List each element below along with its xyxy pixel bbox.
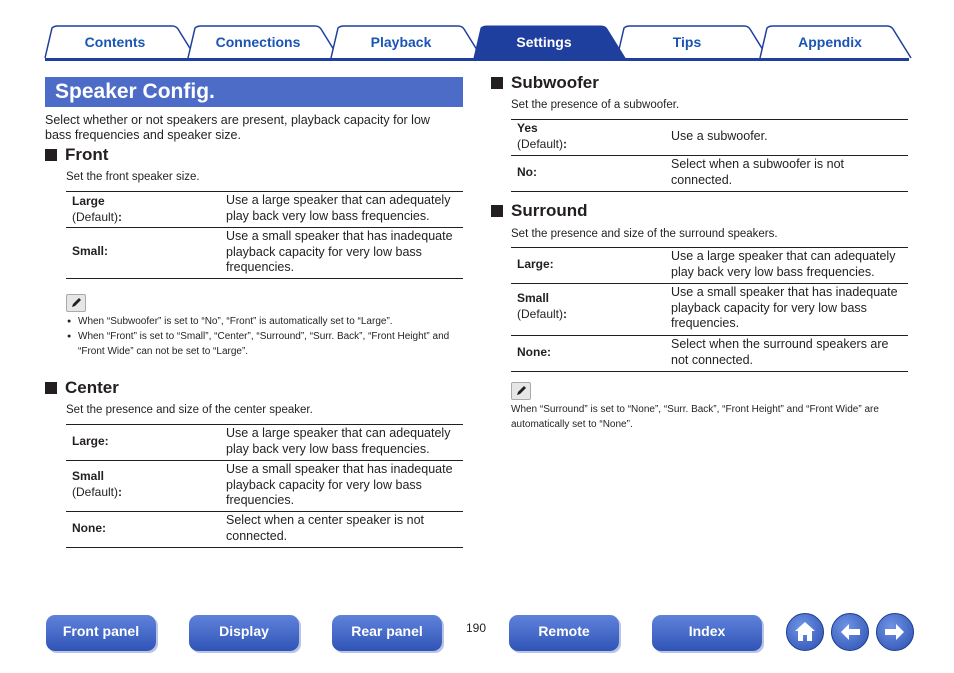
page-title: Speaker Config.: [45, 77, 463, 107]
option-key: Large:: [517, 257, 554, 271]
table-row: Small (Default): Use a small speaker that has inadequate playback capacity for very low bass frequencies.: [511, 284, 908, 336]
square-bullet-icon: [491, 205, 503, 217]
remote-button[interactable]: Remote: [509, 615, 619, 651]
tab-bar: [0, 0, 954, 62]
index-button[interactable]: Index: [652, 615, 762, 651]
table-row: Large (Default): Use a large speaker that can adequately play back very low bass frequencies.: [66, 192, 463, 228]
option-description: Use a large speaker that can adequately play back very low bass frequencies.: [671, 249, 896, 279]
default-label: (Default): [72, 209, 119, 224]
option-description: Use a small speaker that has inadequate playback capacity for very low bass frequencies.: [226, 462, 453, 507]
option-description: Use a small speaker that has inadequate playback capacity for very low bass frequencies.: [671, 285, 898, 330]
option-description: Select when the surround speakers are not connected.: [671, 337, 889, 367]
intro-text: Select whether or not speakers are present, playback capacity for low bass frequencies and speaker size.: [45, 113, 430, 142]
option-description: Select when a center speaker is not connected.: [226, 513, 425, 543]
option-key: Large:: [72, 434, 109, 448]
surround-heading-text: Surround: [511, 201, 588, 220]
tab-appendix[interactable]: Appendix: [798, 34, 862, 50]
back-arrow-icon[interactable]: [831, 613, 869, 651]
front-panel-button[interactable]: Front panel: [46, 615, 156, 651]
tab-tips[interactable]: Tips: [672, 34, 702, 50]
front-heading-text: Front: [65, 145, 109, 164]
subwoofer-table: [511, 119, 908, 192]
rear-panel-button[interactable]: Rear panel: [332, 615, 442, 651]
section-front-heading: [45, 145, 108, 165]
option-description: Select when a subwoofer is not connected.: [671, 157, 845, 187]
table-row: [511, 248, 908, 284]
option-key: No:: [517, 165, 537, 179]
tab-connections[interactable]: Connections: [215, 34, 301, 50]
default-label: (Default): [72, 484, 119, 499]
table-row: Small (Default): Use a small speaker that has inadequate playback capacity for very low bass frequencies.: [66, 461, 463, 512]
center-heading-text: Center: [65, 378, 119, 397]
table-row: [66, 228, 463, 279]
table-row: [66, 425, 463, 461]
section-center-heading: [45, 378, 119, 398]
square-bullet-icon: [45, 382, 57, 394]
center-description: Set the presence and size of the center speaker.: [66, 404, 313, 416]
option-description: Use a subwoofer.: [671, 129, 768, 143]
square-bullet-icon: [491, 77, 503, 89]
display-button[interactable]: Display: [189, 615, 299, 651]
option-key: Small:: [72, 244, 109, 258]
front-note-2: ● When “Front” is set to “Small”, “Center”, “Surround”, “Surr. Back”, “Front Height” and “Front Wide” can not be set to “Large”.: [78, 329, 453, 359]
front-table: [66, 191, 463, 279]
front-description: Set the front speaker size.: [66, 171, 200, 183]
subwoofer-description: Set the presence of a subwoofer.: [511, 99, 680, 111]
table-row: [511, 156, 908, 192]
option-description: Use a small speaker that has inadequate playback capacity for very low bass frequencies.: [226, 229, 453, 274]
subwoofer-heading-text: Subwoofer: [511, 73, 599, 92]
table-row: Yes (Default): Use a subwoofer.: [511, 120, 908, 156]
surround-description: Set the presence and size of the surround speakers.: [511, 228, 778, 240]
option-description: Use a large speaker that can adequately play back very low bass frequencies.: [226, 193, 451, 223]
section-subwoofer-heading: [491, 73, 599, 93]
forward-arrow-icon[interactable]: [876, 613, 914, 651]
note-pencil-icon: [66, 294, 86, 312]
default-label: (Default): [517, 136, 564, 151]
option-key: None:: [72, 521, 106, 535]
option-key: Small: [72, 469, 105, 483]
tab-contents[interactable]: Contents: [84, 34, 146, 50]
option-description: Use a large speaker that can adequately play back very low bass frequencies.: [226, 426, 451, 456]
default-label: (Default): [517, 306, 564, 321]
front-note-1: ● When “Subwoofer” is set to “No”, “Front” is automatically set to “Large”.: [78, 314, 463, 329]
surround-note: When “Surround” is set to “None”, “Surr. Back”, “Front Height” and “Front Wide” are automatically set to “None”.: [511, 404, 879, 430]
home-icon[interactable]: [786, 613, 824, 651]
option-key: Small: [517, 291, 550, 305]
table-row: [66, 512, 463, 548]
option-key: Large: [72, 194, 105, 208]
option-key: None:: [517, 345, 551, 359]
page-number: 190: [466, 621, 487, 635]
table-row: [511, 336, 908, 372]
option-key: Yes: [517, 121, 538, 135]
tab-settings[interactable]: Settings: [516, 34, 572, 50]
section-surround-heading: [491, 201, 588, 221]
surround-table: [511, 247, 908, 372]
tab-playback[interactable]: Playback: [370, 34, 432, 50]
square-bullet-icon: [45, 149, 57, 161]
note-pencil-icon: [511, 382, 531, 400]
center-table: [66, 424, 463, 548]
